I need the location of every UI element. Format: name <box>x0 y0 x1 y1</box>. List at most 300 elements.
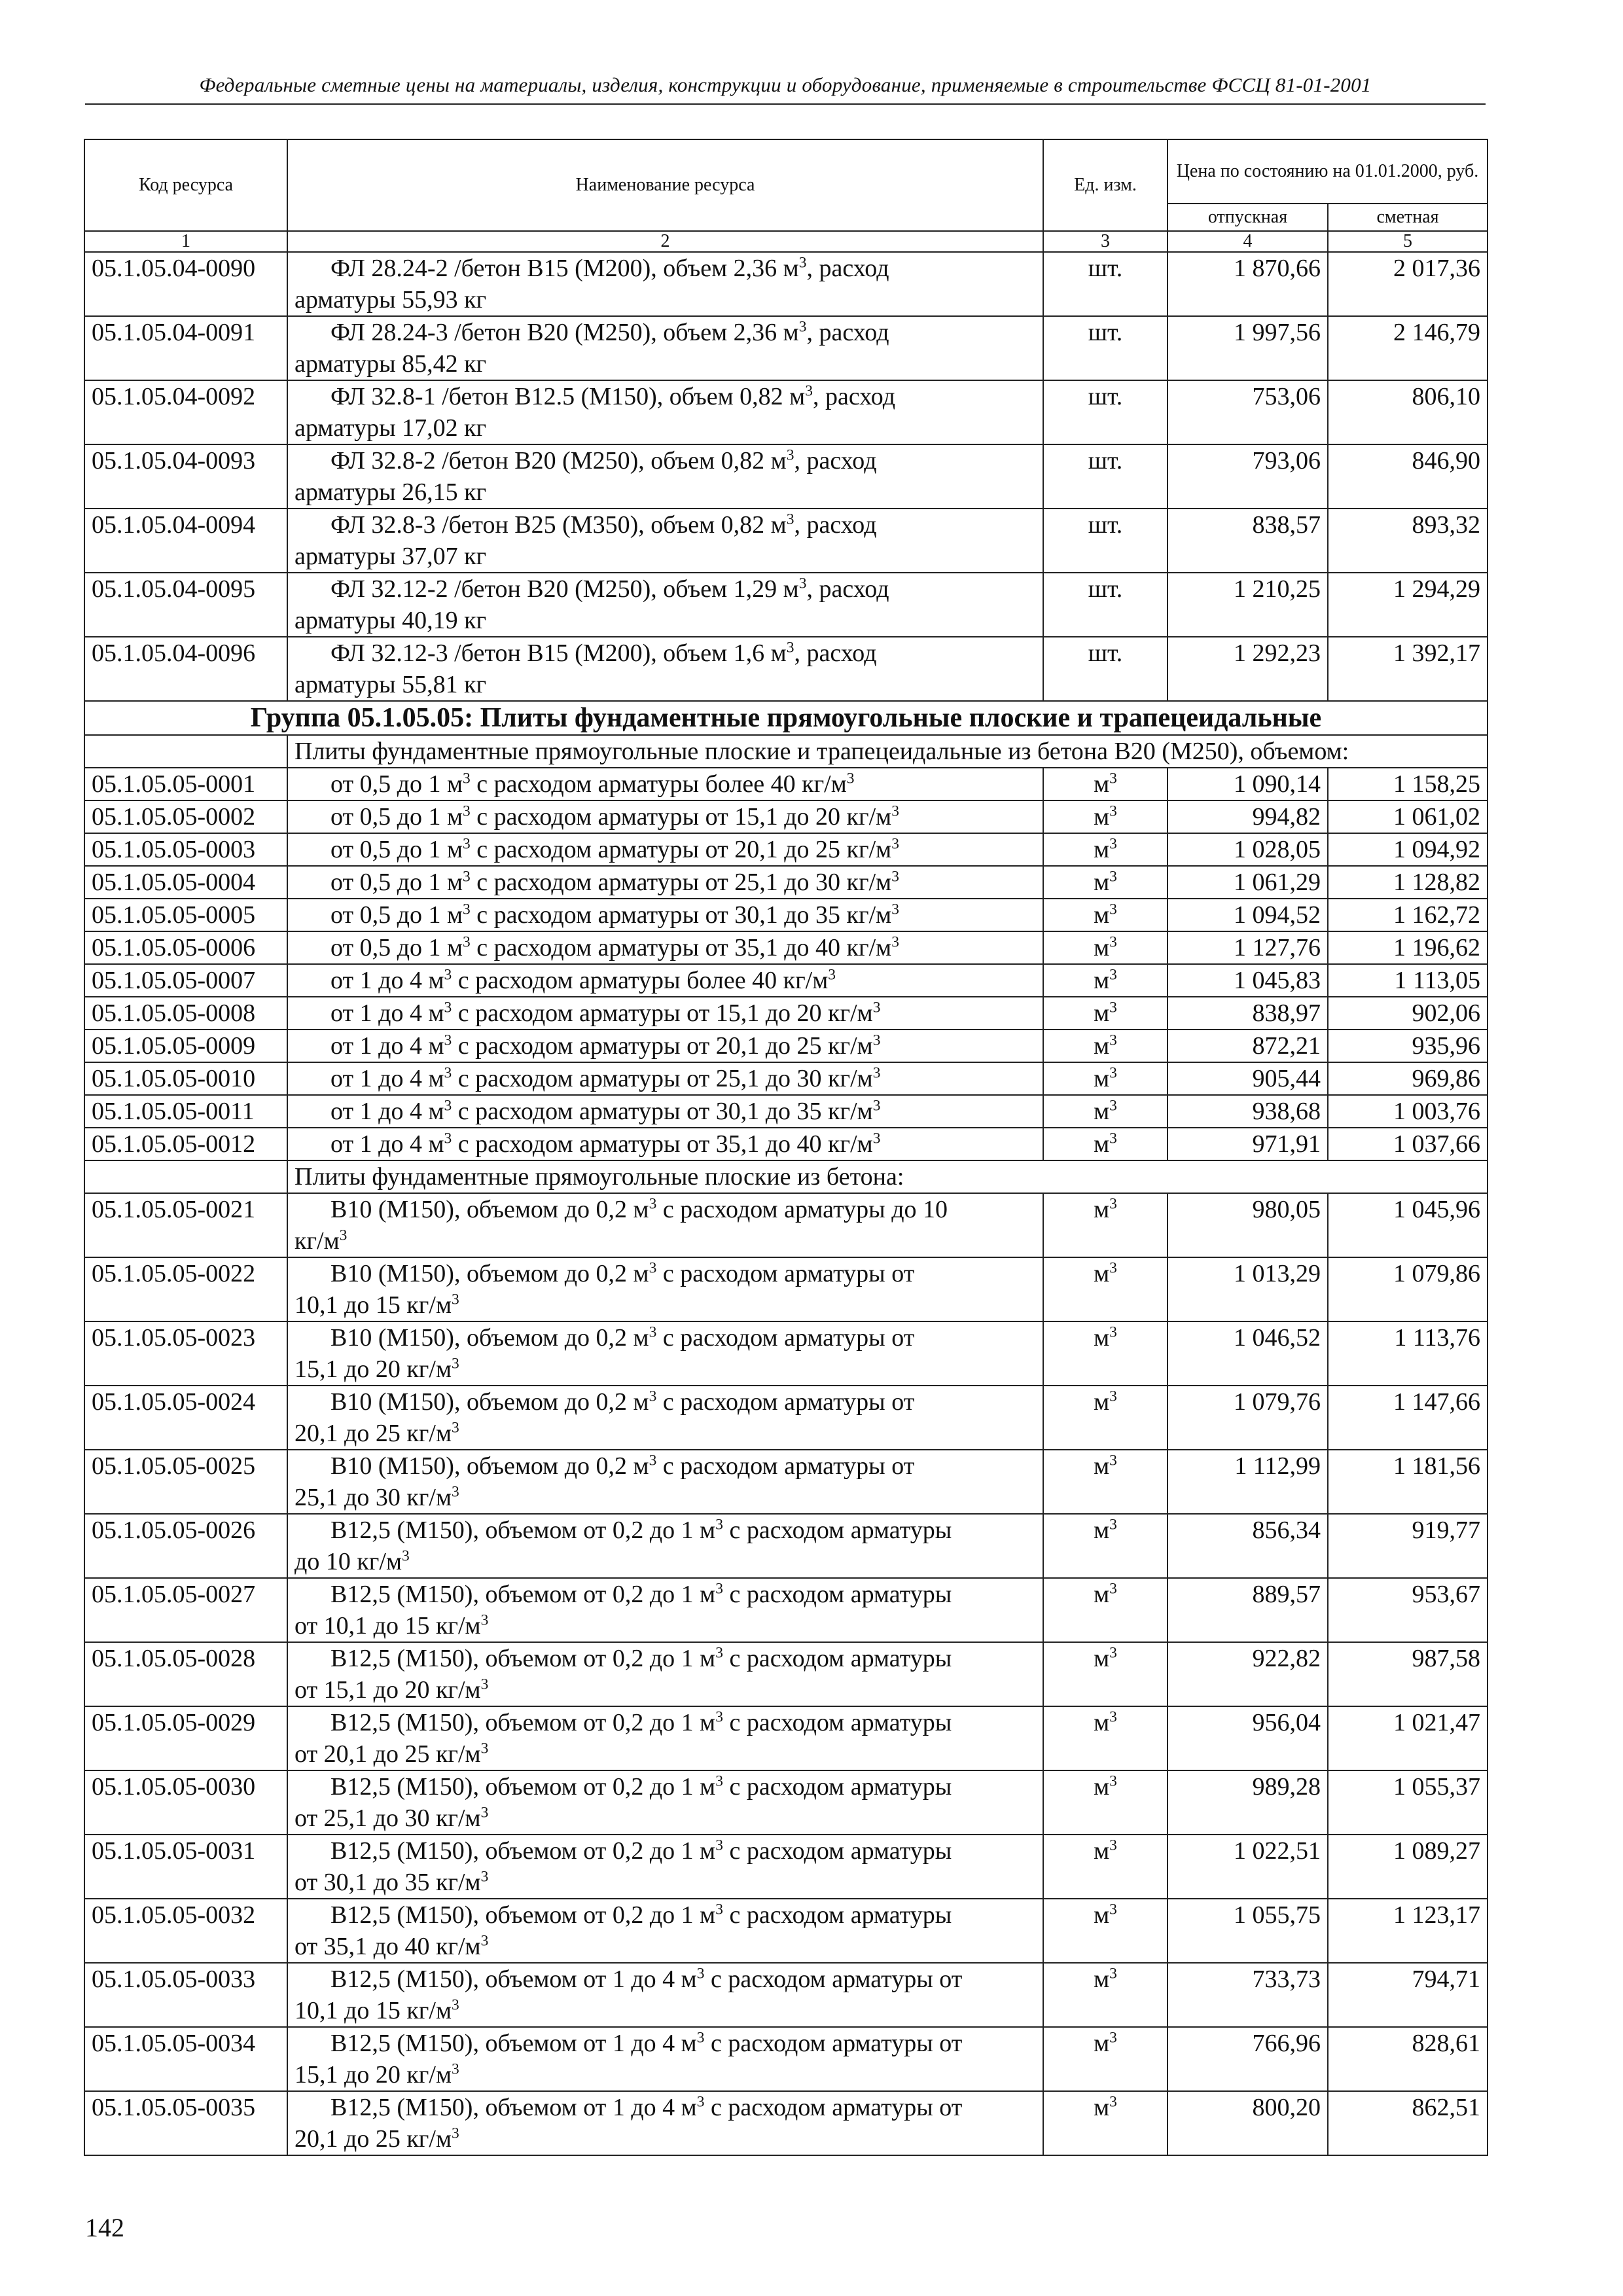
unit-cell <box>1043 1706 1168 1770</box>
release-price: 1 210,25 <box>1168 573 1328 637</box>
name-line-1 <box>294 637 1036 669</box>
unit-text: м <box>1094 999 1110 1027</box>
unit-text: м <box>1094 836 1110 863</box>
unit-text: м <box>1094 770 1110 798</box>
name-line-1 <box>294 1964 1036 1995</box>
unit-cell <box>1043 1642 1168 1706</box>
unit-text: м <box>1094 869 1110 896</box>
release-price: 1 079,76 <box>1168 1386 1328 1450</box>
superscript: 3 <box>463 835 471 853</box>
resource-code: 05.1.05.05-0035 <box>84 2091 287 2155</box>
resource-name <box>287 316 1043 380</box>
header-name: Наименование ресурса <box>287 139 1043 231</box>
superscript: 3 <box>891 835 899 853</box>
resource-name <box>287 1128 1043 1160</box>
name-text: В12,5 (М150), объемом от 1 до 4 м <box>330 2094 697 2121</box>
table-row <box>84 1770 1488 1835</box>
estimate-price: 794,71 <box>1328 1963 1488 2027</box>
name-text: В12,5 (М150), объемом от 1 до 4 м <box>330 2030 697 2057</box>
table-row <box>84 2091 1488 2155</box>
unit-text: м <box>1094 967 1110 994</box>
column-number: 1 <box>84 231 287 252</box>
resource-code: 05.1.05.05-0023 <box>84 1321 287 1386</box>
column-number: 5 <box>1328 231 1488 252</box>
unit-text: м <box>1094 1065 1110 1092</box>
header-price: Цена по состоянию на 01.01.2000, руб. <box>1168 139 1488 204</box>
name-text: , расход <box>794 639 877 667</box>
subgroup-title-row <box>84 735 1488 768</box>
table-row <box>84 1095 1488 1128</box>
estimate-price: 919,77 <box>1328 1514 1488 1578</box>
superscript: 3 <box>1109 1031 1117 1049</box>
table-header <box>84 139 1488 252</box>
release-price: 956,04 <box>1168 1706 1328 1770</box>
unit-text: шт. <box>1088 639 1123 667</box>
name-line-2 <box>294 1548 410 1575</box>
name-line-1 <box>294 801 1036 833</box>
name-line-1 <box>294 1063 1036 1094</box>
superscript: 3 <box>480 1740 489 1757</box>
resource-code: 05.1.05.04-0093 <box>84 444 287 509</box>
estimate-price: 1 162,72 <box>1328 899 1488 931</box>
release-price: 971,91 <box>1168 1128 1328 1160</box>
name-line-2 <box>294 1740 488 1768</box>
name-line-2 <box>294 1484 459 1511</box>
name-text: 20,1 до 25 кг/м <box>294 1420 452 1447</box>
name-text: от 15,1 до 20 кг/м <box>294 1676 481 1704</box>
name-text: В12,5 (М150), объемом от 0,2 до 1 м <box>330 1709 716 1736</box>
superscript: 3 <box>872 1130 881 1147</box>
table-row <box>84 637 1488 701</box>
superscript: 3 <box>872 1031 881 1049</box>
table-row <box>84 1706 1488 1770</box>
name-text: с расходом арматуры от 25,1 до 30 кг/м <box>452 1065 873 1092</box>
superscript: 3 <box>1109 933 1117 951</box>
subgroup-title-spacer <box>84 1160 287 1193</box>
estimate-price: 1 181,56 <box>1328 1450 1488 1514</box>
unit-text: м <box>1094 1388 1110 1416</box>
unit-cell <box>1043 252 1168 316</box>
name-text: от 1 до 4 м <box>330 999 444 1027</box>
name-line-2 <box>294 1291 459 1319</box>
unit-text: м <box>1094 1773 1110 1801</box>
name-text: от 0,5 до 1 м <box>330 901 463 929</box>
unit-cell <box>1043 899 1168 931</box>
superscript: 3 <box>1109 1580 1117 1598</box>
release-price: 1 094,52 <box>1168 899 1328 931</box>
estimate-price: 1 079,86 <box>1328 1257 1488 1321</box>
name-text: от 35,1 до 40 кг/м <box>294 1933 481 1960</box>
name-text: с расходом арматуры от 20,1 до 25 кг/м <box>470 836 892 863</box>
resource-name <box>287 1193 1043 1257</box>
name-text: от 20,1 до 25 кг/м <box>294 1740 481 1768</box>
table-row <box>84 1578 1488 1642</box>
name-line-1 <box>294 381 1036 412</box>
superscript: 3 <box>786 446 794 464</box>
release-price: 1 127,76 <box>1168 931 1328 964</box>
superscript: 3 <box>649 1323 657 1341</box>
superscript: 3 <box>452 2125 459 2142</box>
name-text: с расходом арматуры от 25,1 до 30 кг/м <box>470 869 892 896</box>
name-text: с расходом арматуры от 15,1 до 20 кг/м <box>470 803 892 831</box>
estimate-price: 846,90 <box>1328 444 1488 509</box>
superscript: 3 <box>1109 1772 1117 1790</box>
name-text: от 1 до 4 м <box>330 1098 444 1125</box>
unit-text: м <box>1094 1901 1110 1929</box>
superscript: 3 <box>798 254 807 272</box>
resource-code: 05.1.05.05-0026 <box>84 1514 287 1578</box>
resource-name <box>287 1706 1043 1770</box>
unit-cell <box>1043 1095 1168 1128</box>
unit-cell <box>1043 1899 1168 1963</box>
resource-code: 05.1.05.04-0092 <box>84 380 287 444</box>
name-text: ФЛ 32.8-2 /бетон В20 (М250), объем 0,82 м <box>330 447 787 475</box>
estimate-price: 987,58 <box>1328 1642 1488 1706</box>
name-text: с расходом арматуры от 30,1 до 35 кг/м <box>452 1098 873 1125</box>
release-price: 733,73 <box>1168 1963 1328 2027</box>
name-text: 10,1 до 15 кг/м <box>294 1291 452 1319</box>
table-body <box>84 252 1488 2155</box>
resource-code: 05.1.05.05-0030 <box>84 1770 287 1835</box>
unit-text: м <box>1094 1837 1110 1865</box>
resource-code: 05.1.05.05-0025 <box>84 1450 287 1514</box>
release-price: 872,21 <box>1168 1030 1328 1062</box>
resource-code: 05.1.05.05-0001 <box>84 768 287 800</box>
name-line-1 <box>294 1128 1036 1160</box>
table-row <box>84 1062 1488 1095</box>
superscript: 3 <box>1109 999 1117 1016</box>
superscript: 3 <box>696 2093 705 2111</box>
resource-code: 05.1.05.05-0004 <box>84 866 287 899</box>
estimate-price: 893,32 <box>1328 509 1488 573</box>
resource-code: 05.1.05.05-0033 <box>84 1963 287 2027</box>
resource-name <box>287 1030 1043 1062</box>
name-text: арматуры 37,07 кг <box>294 543 487 570</box>
estimate-price: 1 089,27 <box>1328 1835 1488 1899</box>
name-text: ФЛ 28.24-2 /бетон В15 (М200), объем 2,36 м <box>330 255 799 282</box>
superscript: 3 <box>1109 868 1117 886</box>
name-line-2 <box>294 2061 459 2089</box>
unit-cell <box>1043 637 1168 701</box>
unit-cell <box>1043 380 1168 444</box>
name-line-2 <box>294 414 486 442</box>
name-text: с расходом арматуры от <box>704 1965 963 1993</box>
estimate-price: 1 128,82 <box>1328 866 1488 899</box>
table-row <box>84 573 1488 637</box>
superscript: 3 <box>715 1516 723 1534</box>
name-text: от 0,5 до 1 м <box>330 803 463 831</box>
superscript: 3 <box>463 933 471 951</box>
name-text: с расходом арматуры от 35,1 до 40 кг/м <box>470 934 892 961</box>
table-row <box>84 866 1488 899</box>
name-text: с расходом арматуры <box>722 1581 952 1608</box>
name-line-2 <box>294 1420 459 1447</box>
subgroup-title: Плиты фундаментные прямоугольные плоские из бетона: <box>287 1160 1488 1193</box>
superscript: 3 <box>696 1965 705 1982</box>
unit-cell <box>1043 1835 1168 1899</box>
release-price: 1 292,23 <box>1168 637 1328 701</box>
estimate-price: 1 037,66 <box>1328 1128 1488 1160</box>
superscript: 3 <box>1109 1064 1117 1082</box>
resource-code: 05.1.05.05-0022 <box>84 1257 287 1321</box>
name-text: с расходом арматуры <box>722 1516 952 1544</box>
resource-code: 05.1.05.05-0007 <box>84 964 287 997</box>
resource-name <box>287 380 1043 444</box>
name-text: от 30,1 до 35 кг/м <box>294 1869 481 1896</box>
resource-name <box>287 1899 1043 1963</box>
unit-text: м <box>1094 2030 1110 2057</box>
name-text: В12,5 (М150), объемом от 0,2 до 1 м <box>330 1837 716 1865</box>
resource-name <box>287 866 1043 899</box>
resource-name <box>287 1386 1043 1450</box>
name-text: от 0,5 до 1 м <box>330 770 463 798</box>
table-row <box>84 1899 1488 1963</box>
resource-code: 05.1.05.05-0002 <box>84 800 287 833</box>
resource-code: 05.1.05.05-0008 <box>84 997 287 1030</box>
resource-name <box>287 1835 1043 1899</box>
name-text: , расход <box>806 575 889 603</box>
name-text: с расходом арматуры от <box>656 1260 915 1287</box>
superscript: 3 <box>463 868 471 886</box>
name-text: 15,1 до 20 кг/м <box>294 1355 452 1383</box>
resource-name <box>287 1770 1043 1835</box>
release-price: 922,82 <box>1168 1642 1328 1706</box>
name-text: с расходом арматуры <box>722 1709 952 1736</box>
table-row <box>84 252 1488 316</box>
superscript: 3 <box>463 901 471 918</box>
release-price: 980,05 <box>1168 1193 1328 1257</box>
column-number: 3 <box>1043 231 1168 252</box>
table-row <box>84 1514 1488 1578</box>
unit-text: м <box>1094 1196 1110 1223</box>
name-text: арматуры 26,15 кг <box>294 478 487 506</box>
name-line-1 <box>294 2092 1036 2123</box>
superscript: 3 <box>452 1483 459 1501</box>
name-line-2 <box>294 607 486 634</box>
name-line-1 <box>294 1771 1036 1803</box>
superscript: 3 <box>463 770 471 787</box>
superscript: 3 <box>1109 802 1117 820</box>
name-text: арматуры 85,42 кг <box>294 350 487 378</box>
name-line-1 <box>294 997 1036 1029</box>
table-row <box>84 316 1488 380</box>
name-line-1 <box>294 1515 1036 1546</box>
unit-text: м <box>1094 1452 1110 1480</box>
table-row <box>84 444 1488 509</box>
name-text: с расходом арматуры от 30,1 до 35 кг/м <box>470 901 892 929</box>
unit-cell <box>1043 1770 1168 1835</box>
release-price: 856,34 <box>1168 1514 1328 1578</box>
name-line-1 <box>294 1322 1036 1354</box>
unit-text: м <box>1094 2094 1110 2121</box>
resource-name <box>287 637 1043 701</box>
resource-name <box>287 509 1043 573</box>
superscript: 3 <box>715 1901 723 1918</box>
name-line-1 <box>294 1096 1036 1127</box>
estimate-price: 1 021,47 <box>1328 1706 1488 1770</box>
unit-text: шт. <box>1088 511 1123 539</box>
name-text: В12,5 (М150), объемом от 0,2 до 1 м <box>330 1773 716 1801</box>
resource-code: 05.1.05.05-0012 <box>84 1128 287 1160</box>
superscript: 3 <box>444 1064 452 1082</box>
release-price: 938,68 <box>1168 1095 1328 1128</box>
name-line-1 <box>294 1386 1036 1418</box>
superscript: 3 <box>872 999 881 1016</box>
superscript: 3 <box>1109 770 1117 787</box>
unit-text: шт. <box>1088 575 1123 603</box>
name-text: 10,1 до 15 кг/м <box>294 1997 452 2024</box>
release-price: 838,57 <box>1168 509 1328 573</box>
name-text: от 25,1 до 30 кг/м <box>294 1804 481 1832</box>
release-price: 1 045,83 <box>1168 964 1328 997</box>
name-line-2 <box>294 1933 488 1960</box>
superscript: 3 <box>805 382 813 400</box>
name-line-1 <box>294 965 1036 996</box>
resource-code: 05.1.05.05-0005 <box>84 899 287 931</box>
unit-text: м <box>1094 1130 1110 1158</box>
table-row <box>84 1128 1488 1160</box>
release-price: 1 028,05 <box>1168 833 1328 866</box>
superscript: 3 <box>1109 1130 1117 1147</box>
table-row <box>84 997 1488 1030</box>
superscript: 3 <box>715 1837 723 1854</box>
release-price: 994,82 <box>1168 800 1328 833</box>
unit-cell <box>1043 1578 1168 1642</box>
superscript: 3 <box>1109 2093 1117 2111</box>
superscript: 3 <box>444 1097 452 1115</box>
superscript: 3 <box>1109 1708 1117 1726</box>
resource-name <box>287 2027 1043 2091</box>
name-line-2 <box>294 1612 488 1640</box>
name-text: 20,1 до 25 кг/м <box>294 2125 452 2153</box>
superscript: 3 <box>463 802 471 820</box>
estimate-price: 806,10 <box>1328 380 1488 444</box>
resource-name <box>287 931 1043 964</box>
superscript: 3 <box>1109 1259 1117 1277</box>
unit-cell <box>1043 316 1168 380</box>
unit-cell <box>1043 444 1168 509</box>
superscript: 3 <box>452 1996 459 2014</box>
superscript: 3 <box>846 770 855 787</box>
name-line-1 <box>294 1643 1036 1674</box>
resource-name <box>287 573 1043 637</box>
table-row <box>84 899 1488 931</box>
name-text: 15,1 до 20 кг/м <box>294 2061 452 2089</box>
resource-name <box>287 1642 1043 1706</box>
name-text: В12,5 (М150), объемом от 0,2 до 1 м <box>330 1581 716 1608</box>
resource-name <box>287 964 1043 997</box>
name-line-1 <box>294 899 1036 931</box>
superscript: 3 <box>480 1611 489 1629</box>
page-number: 142 <box>85 2213 124 2242</box>
superscript: 3 <box>715 1580 723 1598</box>
resource-name <box>287 899 1043 931</box>
unit-cell <box>1043 931 1168 964</box>
name-text: В10 (М150), объемом до 0,2 м <box>330 1196 649 1223</box>
superscript: 3 <box>715 1644 723 1662</box>
superscript: 3 <box>891 868 899 886</box>
column-number: 2 <box>287 231 1043 252</box>
resource-name <box>287 252 1043 316</box>
superscript: 3 <box>402 1547 410 1565</box>
resource-code: 05.1.05.04-0096 <box>84 637 287 701</box>
superscript: 3 <box>480 1804 489 1821</box>
name-line-1 <box>294 834 1036 865</box>
name-line-1 <box>294 1194 1036 1225</box>
estimate-price: 902,06 <box>1328 997 1488 1030</box>
name-text: от 10,1 до 15 кг/м <box>294 1612 481 1640</box>
table-row <box>84 1450 1488 1514</box>
unit-cell <box>1043 800 1168 833</box>
resource-name <box>287 2091 1043 2155</box>
estimate-price: 1 061,02 <box>1328 800 1488 833</box>
name-text: арматуры 55,93 кг <box>294 286 487 314</box>
superscript: 3 <box>444 1031 452 1049</box>
unit-cell <box>1043 2091 1168 2155</box>
name-text: , расход <box>813 383 896 410</box>
name-text: В12,5 (М150), объемом от 1 до 4 м <box>330 1965 697 1993</box>
table-row <box>84 931 1488 964</box>
name-text: от 1 до 4 м <box>330 1065 444 1092</box>
release-price: 766,96 <box>1168 2027 1328 2091</box>
name-text: с расходом арматуры от 20,1 до 25 кг/м <box>452 1032 873 1060</box>
resource-name <box>287 1578 1043 1642</box>
name-line-1 <box>294 445 1036 476</box>
release-price: 989,28 <box>1168 1770 1328 1835</box>
name-text: с расходом арматуры <box>722 1901 952 1929</box>
superscript: 3 <box>649 1259 657 1277</box>
unit-text: м <box>1094 934 1110 961</box>
release-price: 1 055,75 <box>1168 1899 1328 1963</box>
name-line-1 <box>294 867 1036 898</box>
name-text: , расход <box>794 511 877 539</box>
estimate-price: 1 113,76 <box>1328 1321 1488 1386</box>
name-text: с расходом арматуры от <box>656 1452 915 1480</box>
name-text: В12,5 (М150), объемом от 0,2 до 1 м <box>330 1901 716 1929</box>
table-row <box>84 768 1488 800</box>
table-row <box>84 833 1488 866</box>
name-line-1 <box>294 1030 1036 1062</box>
resource-code: 05.1.05.05-0032 <box>84 1899 287 1963</box>
resource-code: 05.1.05.05-0024 <box>84 1386 287 1450</box>
table-row <box>84 1321 1488 1386</box>
superscript: 3 <box>715 1708 723 1726</box>
table-row <box>84 1835 1488 1899</box>
table-row <box>84 800 1488 833</box>
name-text: с расходом арматуры от <box>704 2094 963 2121</box>
name-line-1 <box>294 509 1036 541</box>
group-row <box>84 701 1488 735</box>
resource-name <box>287 1450 1043 1514</box>
superscript: 3 <box>1109 1901 1117 1918</box>
name-text: В10 (М150), объемом до 0,2 м <box>330 1324 649 1352</box>
resource-code: 05.1.05.05-0021 <box>84 1193 287 1257</box>
release-price: 800,20 <box>1168 2091 1328 2155</box>
subgroup-title-row <box>84 1160 1488 1193</box>
name-text: с расходом арматуры от 35,1 до 40 кг/м <box>452 1130 873 1158</box>
name-text: В10 (М150), объемом до 0,2 м <box>330 1388 649 1416</box>
superscript: 3 <box>452 2060 459 2078</box>
name-text: ФЛ 28.24-3 /бетон В20 (М250), объем 2,36 м <box>330 319 799 346</box>
resource-name <box>287 800 1043 833</box>
name-line-1 <box>294 1258 1036 1289</box>
table-row <box>84 964 1488 997</box>
unit-text: м <box>1094 1645 1110 1672</box>
unit-cell <box>1043 509 1168 573</box>
name-text: с расходом арматуры от <box>656 1388 915 1416</box>
name-text: от 0,5 до 1 м <box>330 836 463 863</box>
unit-cell <box>1043 573 1168 637</box>
